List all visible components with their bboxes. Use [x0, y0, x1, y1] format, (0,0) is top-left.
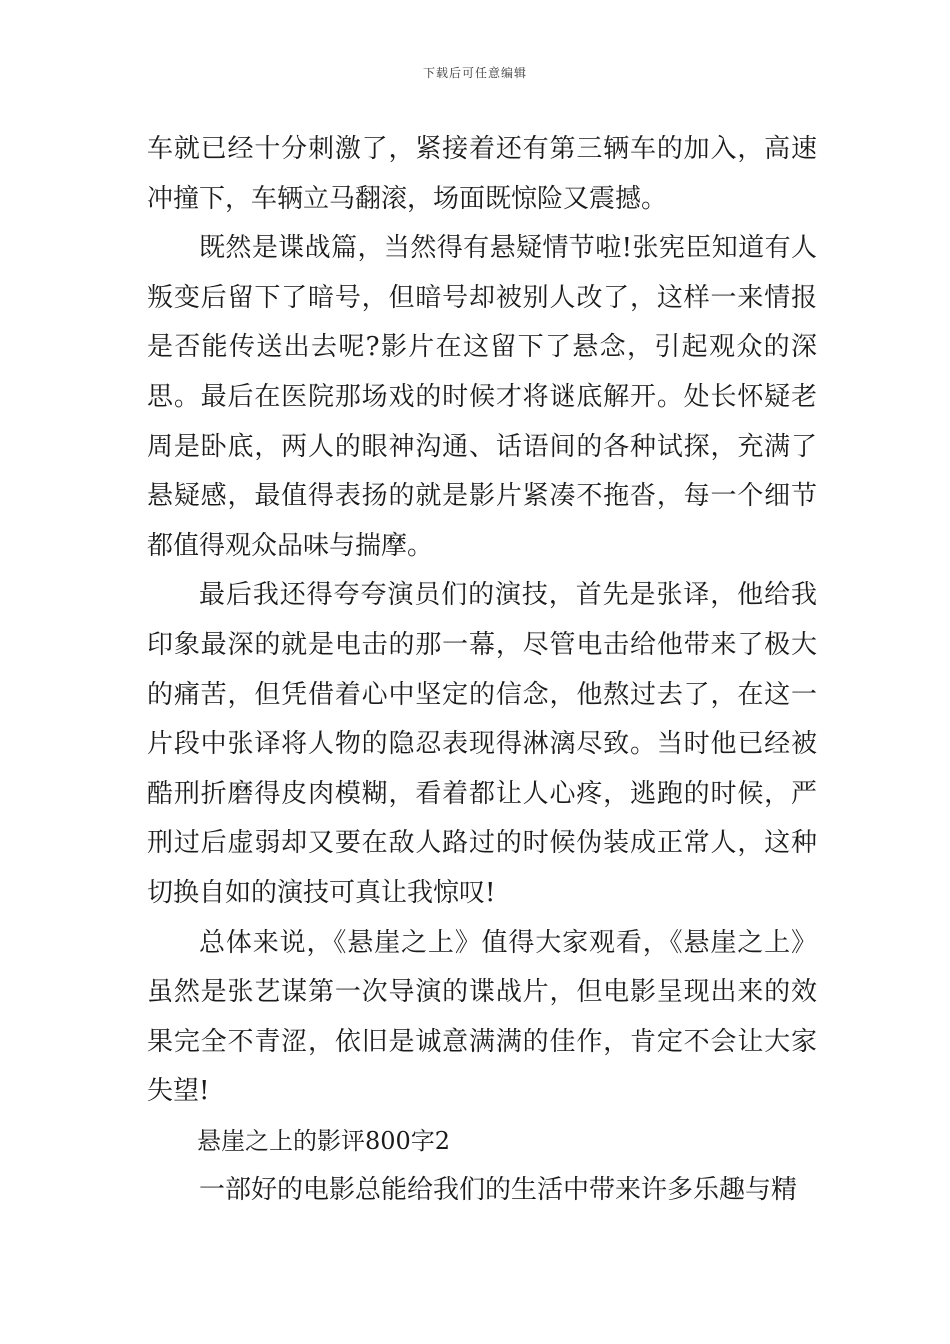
document-body	[147, 125, 817, 1216]
paragraph-1: 车就已经十分刺激了，紧接着还有第三辆车的加入，高速冲撞下，车辆立马翻滚，场面既惊险又震撼。	[147, 134, 817, 214]
paragraph-5: 一部好的电影总能给我们的生活中带来许多乐趣与精	[199, 1175, 798, 1206]
page-header: 下载后可任意编辑	[422, 66, 527, 80]
paragraph-2: 既然是谍战篇，当然得有悬疑情节啦!张宪臣知道有人叛变后留下了暗号，但暗号却被别人改了，这样一来情报是否能传送出去呢?影片在这留下了悬念，引起观众的深思。最后在医院那场戏的时候才将谜底解开。处长怀疑老周是卧底，两人的眼神沟通、话语间的各种试探，充满了悬疑感，最值得表扬的就是影片紧凑不拖沓，每一个细节都值得观众品味与揣摩。	[147, 233, 817, 561]
paragraph-4: 总体来说，《悬崖之上》值得大家观看，《悬崖之上》虽然是张艺谋第一次导演的谍战片，但电影呈现出来的效果完全不青涩，依旧是诚意满满的佳作，肯定不会让大家失望!	[147, 927, 817, 1107]
section-heading: 悬崖之上的影评800字2	[197, 1126, 451, 1155]
paragraph-3: 最后我还得夸夸演员们的演技，首先是张译，他给我印象最深的就是电击的那一幕，尽管电击给他带来了极大的痛苦，但凭借着心中坚定的信念，他熬过去了，在这一片段中张译将人物的隐忍表现得淋漓尽致。当时他已经被酷刑折磨得皮肉模糊，看着都让人心疼，逃跑的时候，严刑过后虚弱却又要在敌人路过的时候伪装成正常人，这种切换自如的演技可真让我惊叹!	[147, 580, 817, 908]
